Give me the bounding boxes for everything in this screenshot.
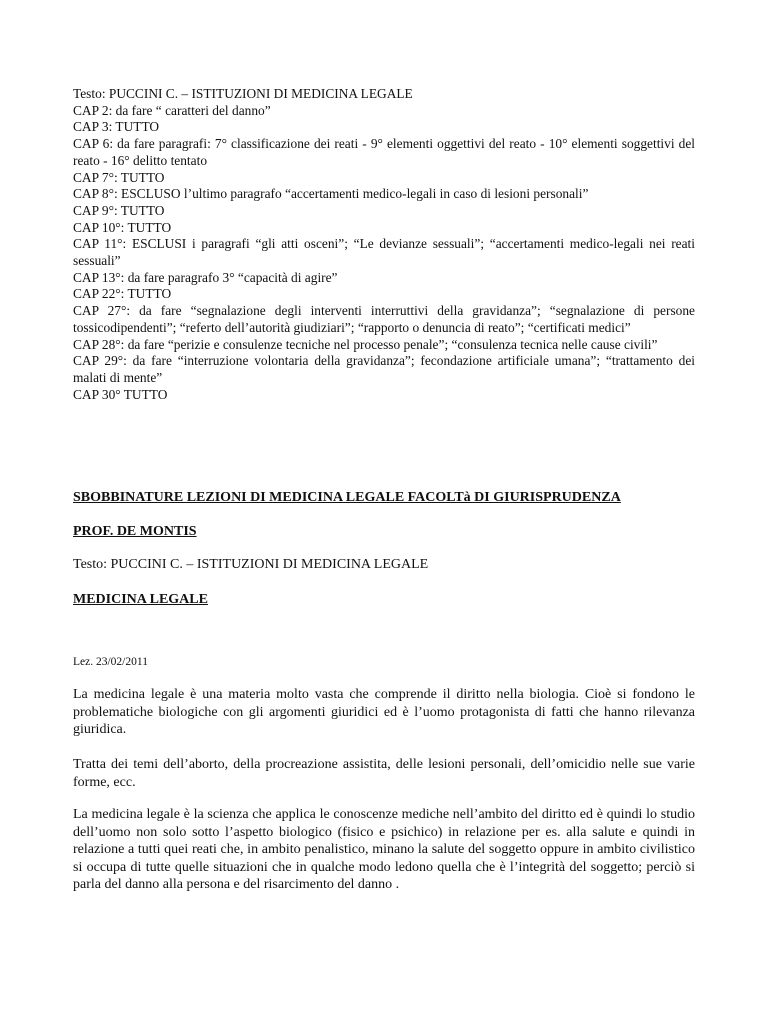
syllabus-line: CAP 11°: ESCLUSI i paragrafi “gli atti osceni”; “Le devianze sessuali”; “accertamenti medico-legali nei reati sessuali”	[73, 236, 695, 269]
syllabus-line: CAP 7°: TUTTO	[73, 169, 165, 185]
syllabus-line: CAP 3: TUTTO	[73, 119, 160, 135]
body-paragraph: Tratta dei temi dell’aborto, della procreazione assistita, delle lesioni personali, dell’omicidio nelle sue varie forme, ecc.	[73, 757, 695, 790]
textbook-reference: Testo: PUCCINI C. – ISTITUZIONI DI MEDICINA LEGALE	[73, 557, 429, 572]
syllabus-line: CAP 30° TUTTO	[73, 386, 168, 402]
syllabus-line: CAP 9°: TUTTO	[73, 202, 165, 218]
section-title: MEDICINA LEGALE	[73, 592, 208, 607]
syllabus-line: CAP 28°: da fare “perizie e consulenze tecniche nel processo penale”; “consulenza tecnica nelle cause civili”	[73, 336, 658, 352]
syllabus-line: CAP 6: da fare paragrafi: 7° classificazione dei reati - 9° elementi oggettivi del reato - 10° elementi soggettivi del reato - 16° delitto tentato	[73, 136, 695, 168]
lesson-date: Lez. 23/02/2011	[73, 656, 148, 668]
professor-name: PROF. DE MONTIS	[73, 524, 197, 539]
body-paragraph: La medicina legale è la scienza che applica le conoscenze mediche nell’ambito del diritto ed è quindi lo studio dell’uomo non solo sotto l’aspetto biologico (fisico e psichico) in relazione per es. alla salute e quindi in relazione a tutti quei reati che, in ambito penalistico, minano la salute del soggetto oppure in ambito civilistico si occupa di tutte quelle situazioni che in qualche modo ledono quella che è l’integrità del soggetto; perciò si parla del danno alla persona e del risarcimento del danno .	[73, 807, 695, 892]
syllabus-line: CAP 13°: da fare paragrafo 3° “capacità di agire”	[73, 269, 338, 285]
document-title: SBOBBINATURE LEZIONI DI MEDICINA LEGALE FACOLTà DI GIURISPRUDENZA	[73, 490, 621, 505]
syllabus-line: CAP 29°: da fare “interruzione volontaria della gravidanza”; fecondazione artificiale umana”; “trattamento dei malati di mente”	[73, 353, 695, 385]
body-paragraph: La medicina legale è una materia molto vasta che comprende il diritto nella biologia. Cioè si fondono le problematiche biologiche con gli argomenti giuridici ed è l’uomo protagonista di fatti che hanno rilevanza giuridica.	[73, 687, 695, 737]
syllabus-line: CAP 8°: ESCLUSO l’ultimo paragrafo “accertamenti medico-legali in caso di lesioni personali”	[73, 186, 589, 202]
syllabus-line: CAP 10°: TUTTO	[73, 219, 172, 235]
syllabus-line: CAP 2: da fare “ caratteri del danno”	[73, 102, 271, 118]
syllabus-line: CAP 27°: da fare “segnalazione degli interventi interruttivi della gravidanza”; “segnalazione di persone tossicodipendenti”; “referto dell’autorità giudiziari”; “rapporto o denuncia di reato”; “certificati medici”	[73, 303, 695, 335]
syllabus-line: Testo: PUCCINI C. – ISTITUZIONI DI MEDICINA LEGALE	[73, 86, 413, 101]
syllabus-list	[73, 86, 695, 403]
syllabus-line: CAP 22°: TUTTO	[73, 286, 172, 302]
